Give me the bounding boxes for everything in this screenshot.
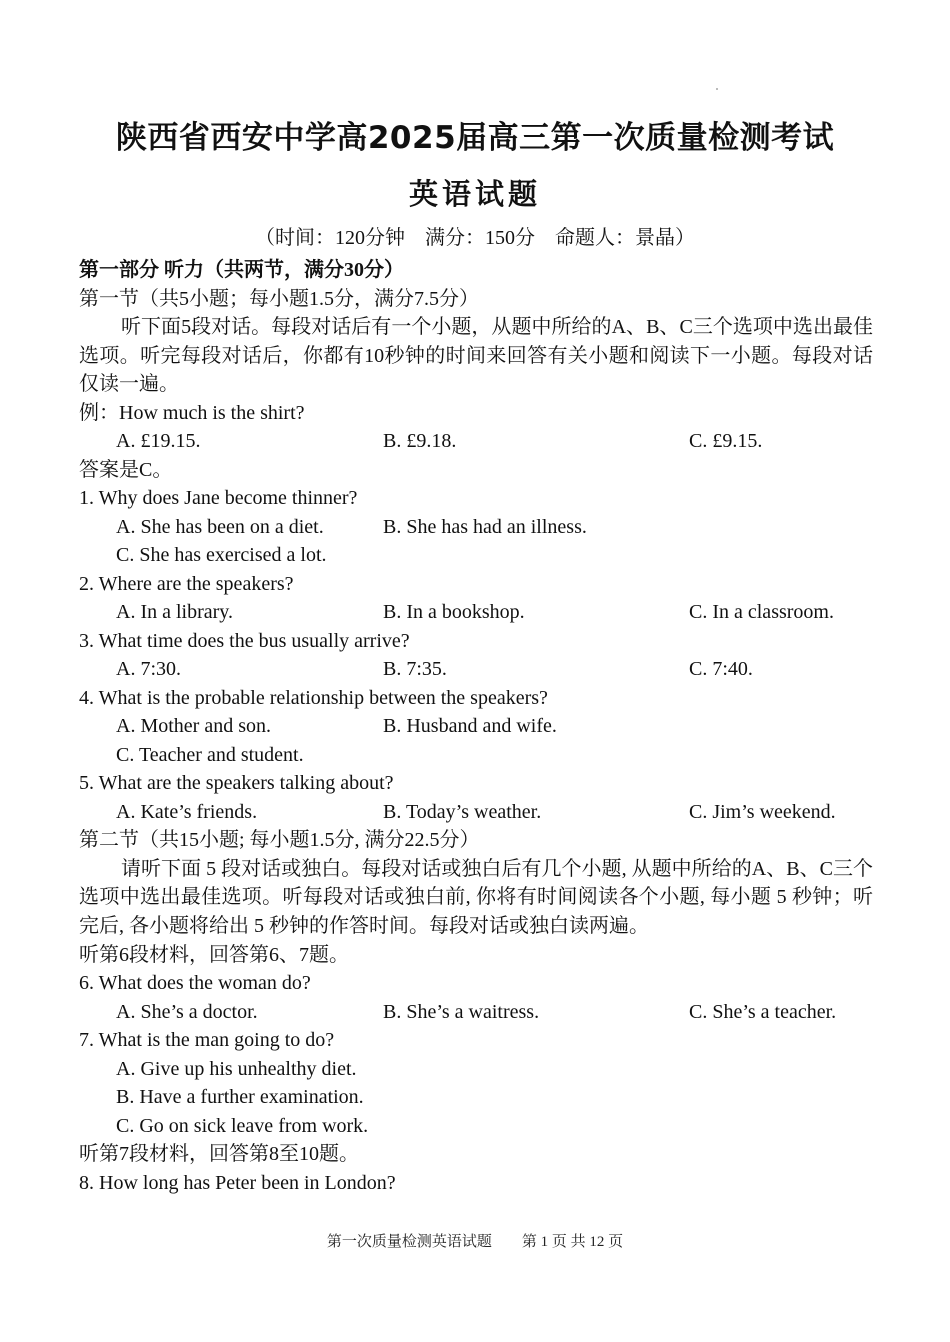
question-8: 8. How long has Peter been in London? [79, 1171, 396, 1194]
question-3: 3. What time does the bus usually arrive? [79, 629, 410, 652]
scan-speck [716, 88, 718, 90]
section1-heading: 第一节（共5小题；每小题1.5分，满分7.5分） [79, 287, 479, 310]
question-1-option-a: A. She has been on a diet. [116, 515, 324, 538]
question-2: 2. Where are the speakers? [79, 572, 294, 595]
exam-body [79, 256, 873, 1197]
question-7: 7. What is the man going to do? [79, 1029, 335, 1052]
example-option-b: B. £9.18. [383, 430, 457, 453]
section2-instructions [79, 855, 873, 941]
exam-meta: （时间：120分钟 满分：150分 命题人：景晶） [255, 227, 695, 249]
example-option-c: C. £9.15. [689, 430, 763, 453]
question-1-options-row1 [79, 513, 873, 542]
question-4-option-a: A. Mother and son. [116, 715, 271, 738]
material-7-note: 听第7段材料，回答第8至10题。 [79, 1143, 359, 1166]
question-2-option-c: C. In a classroom. [689, 601, 834, 624]
question-4-option-b: B. Husband and wife. [383, 715, 557, 738]
question-3-option-a: A. 7:30. [116, 658, 181, 681]
question-4-options-row1 [79, 712, 873, 741]
question-1-option-b: B. She has had an illness. [383, 515, 587, 538]
example-question: 例：How much is the shirt? [79, 401, 305, 424]
question-7-option-b: B. Have a further examination. [116, 1086, 364, 1109]
part1-heading: 第一部分 听力（共两节，满分30分） [79, 259, 404, 281]
material-6-note: 听第6段材料，回答第6、7题。 [79, 943, 349, 966]
question-5-option-b: B. Today’s weather. [383, 800, 542, 823]
question-1-option-c: C. She has exercised a lot. [116, 544, 327, 567]
question-7-option-c: C. Go on sick leave from work. [116, 1114, 369, 1137]
section2-instructions-text: 请听下面 5 段对话或独白。每段对话或独白后有几个小题, 从题中所给的A、B、C三个选项中选出最佳选项。听每段对话或独白前, 你将有时间阅读各个小题, 每小题 5 秒钟；听完后, 各小题将给出 5 秒钟的作答时间。每段对话或独白读两遍。 [79, 857, 873, 937]
page-footer: 第一次质量检测英语试题 第 1 页 共 12 页 [326, 1234, 624, 1250]
exam-subject: 英语试题 [408, 177, 541, 211]
section1-instructions-text: 听下面5段对话。每段对话后有一个小题，从题中所给的A、B、C三个选项中选出最佳选项。听完每段对话后，你都有10秒钟的时间来回答有关小题和阅读下一小题。每段对话仅读一遍。 [79, 316, 873, 396]
question-4-option-c: C. Teacher and student. [116, 743, 304, 766]
question-6-option-a: A. She’s a doctor. [116, 1000, 258, 1023]
question-5-options [79, 798, 873, 827]
question-6-option-b: B. She’s a waitress. [383, 1000, 540, 1023]
question-7-option-c-row [79, 1112, 873, 1141]
section2-heading: 第二节（共15小题; 每小题1.5分, 满分22.5分） [79, 829, 480, 852]
example-answer: 答案是C。 [79, 458, 173, 481]
exam-title: 陕西省西安中学高2025届高三第一次质量检测考试 [115, 120, 835, 156]
question-4: 4. What is the probable relationship between the speakers? [79, 686, 548, 709]
question-3-option-b: B. 7:35. [383, 658, 447, 681]
question-3-option-c: C. 7:40. [689, 658, 753, 681]
example-options [79, 427, 873, 456]
question-5: 5. What are the speakers talking about? [79, 772, 394, 795]
example-option-a: A. £19.15. [116, 430, 201, 453]
question-2-options [79, 598, 873, 627]
question-7-option-a: A. Give up his unhealthy diet. [116, 1057, 357, 1080]
question-7-option-a-row [79, 1055, 873, 1084]
question-2-option-a: A. In a library. [116, 601, 233, 624]
question-2-option-b: B. In a bookshop. [383, 601, 525, 624]
question-1-options-row2 [79, 541, 873, 570]
question-5-option-a: A. Kate’s friends. [116, 800, 258, 823]
question-3-options [79, 655, 873, 684]
section1-instructions [79, 313, 873, 399]
question-6-option-c: C. She’s a teacher. [689, 1000, 837, 1023]
question-7-option-b-row [79, 1083, 873, 1112]
question-6: 6. What does the woman do? [79, 972, 311, 995]
question-4-options-row2 [79, 741, 873, 770]
question-5-option-c: C. Jim’s weekend. [689, 800, 836, 823]
question-1: 1. Why does Jane become thinner? [79, 487, 358, 510]
question-6-options [79, 998, 873, 1027]
